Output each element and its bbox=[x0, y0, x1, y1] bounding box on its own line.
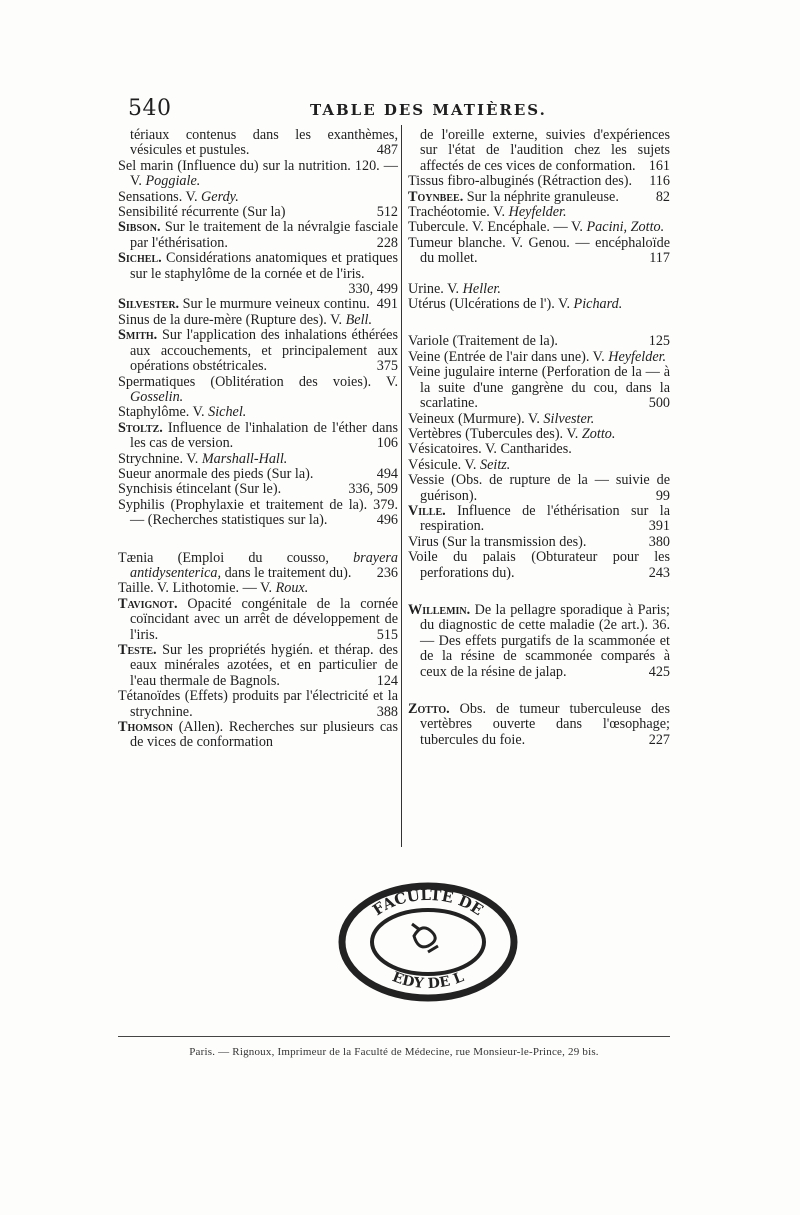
entry-text: Veineux (Murmure). V. bbox=[408, 410, 544, 427]
entry-text: Vessie (Obs. de rupture de la — suivie de guérison). bbox=[408, 472, 670, 504]
index-entry bbox=[118, 205, 398, 220]
entry-page-number: 161 bbox=[648, 157, 670, 174]
entry-author: Zotto. bbox=[408, 701, 450, 717]
index-column-right bbox=[408, 128, 670, 748]
entry-author: Thomson bbox=[118, 719, 174, 736]
entry-reference: Roux. bbox=[275, 580, 309, 597]
printer-imprint: Paris. — Rignoux, Imprimeur de la Faculté de Médecine, rue Monsieur-le-Prince, 29 bis. bbox=[189, 1046, 599, 1058]
index-entry bbox=[408, 282, 670, 297]
entry-author: Silvester. bbox=[118, 296, 180, 313]
index-entry bbox=[408, 442, 670, 457]
index-entry bbox=[118, 328, 398, 374]
entry-reference: Pacini, Zotto. bbox=[586, 219, 665, 236]
entry-text: Sel marin (Influence du) sur la nutrition. 120. — V. bbox=[118, 157, 398, 190]
index-entry bbox=[118, 597, 398, 643]
stamp-bottom-text: ÉDY DE L bbox=[389, 969, 467, 993]
entry-page-number: 99 bbox=[655, 487, 670, 504]
entry-author: Toynbee. bbox=[408, 188, 464, 205]
entry-page-number: 391 bbox=[648, 518, 670, 535]
entry-reference: Marshall-Hall. bbox=[201, 450, 288, 467]
entry-text: Sur l'application des inhalations éthérées aux accouchements, et principalement aux opérations obstétricales. bbox=[130, 327, 398, 375]
entry-page-number: 375 bbox=[376, 358, 398, 375]
entry-text: De la pellagre sporadique à Paris; du diagnostic de cette maladie (2e art.). 36.— Des effets purgatifs de la scammonée et de la résine de scammonée comparés à ceux de la résine de jalap. bbox=[420, 601, 670, 680]
entry-text: Synchisis étincelant (Sur le). bbox=[118, 481, 282, 498]
entry-page-number: 494 bbox=[376, 465, 398, 482]
entry-reference: Heller. bbox=[462, 280, 501, 297]
index-entry bbox=[408, 458, 670, 473]
entry-text: Veine (Entrée de l'air dans une). V. bbox=[408, 348, 609, 365]
entry-text: Spermatiques (Oblitération des voies). V. bbox=[118, 373, 398, 390]
stamp-inner-ring bbox=[372, 910, 484, 974]
entry-text: Sensibilité récurrente (Sur la) bbox=[118, 204, 286, 221]
index-entry bbox=[118, 375, 398, 406]
index-column-left bbox=[118, 128, 398, 751]
entry-author: Smith. bbox=[118, 327, 158, 344]
entry-page-number: 125 bbox=[648, 333, 670, 350]
entry-page-number: 388 bbox=[376, 703, 398, 720]
entry-text: Virus (Sur la transmission des). bbox=[408, 533, 587, 550]
entry-text: de l'oreille externe, suivies d'expériences sur l'état de l'audition chez les sujets affectés de ces vices de conformation. bbox=[420, 127, 670, 174]
index-entry bbox=[408, 427, 670, 442]
index-entry bbox=[118, 482, 398, 497]
index-entry bbox=[118, 498, 398, 529]
entry-text: Urine. V. bbox=[408, 280, 463, 297]
library-stamp bbox=[334, 880, 522, 1002]
index-entry bbox=[408, 205, 670, 220]
entry-text: Sinus de la dure-mère (Rupture des). V. bbox=[118, 311, 346, 328]
index-entry bbox=[408, 334, 670, 349]
entry-text: Variole (Traitement de la). bbox=[408, 333, 558, 350]
entry-reference: Zotto. bbox=[581, 425, 616, 442]
entry-text: Tænia (Emploi du cousso, bbox=[118, 549, 354, 566]
entry-reference: Seitz. bbox=[479, 456, 511, 473]
entry-text: Strychnine. V. bbox=[118, 450, 202, 467]
stamp-emblem-icon bbox=[412, 924, 438, 952]
entry-author: Ville. bbox=[408, 502, 446, 519]
entry-text: Staphylôme. V. bbox=[118, 404, 209, 421]
entry-page-number: 491 bbox=[376, 296, 398, 313]
entry-author: Sichel. bbox=[118, 250, 162, 267]
index-entry bbox=[408, 535, 670, 550]
index-entry bbox=[118, 220, 398, 251]
entry-text: Syphilis (Prophylaxie et traitement de la). 379. — (Recherches statistiques sur la). bbox=[118, 496, 398, 529]
index-entry bbox=[118, 297, 398, 312]
entry-page-number: 243 bbox=[648, 564, 670, 581]
entry-author: Sibson. bbox=[118, 219, 161, 236]
entry-page-number: 512 bbox=[376, 204, 398, 221]
entry-text: Vésicule. V. bbox=[408, 456, 480, 473]
index-entry bbox=[408, 190, 670, 205]
index-entry bbox=[408, 220, 670, 235]
index-entry bbox=[408, 603, 670, 680]
page-header bbox=[128, 96, 676, 122]
running-title: TABLE DES MATIÈRES. bbox=[310, 101, 547, 119]
entry-page-number: 487 bbox=[376, 142, 398, 159]
entry-page-number: 336, 509 bbox=[348, 481, 398, 498]
entry-reference: Bell. bbox=[345, 311, 373, 328]
entry-text: Sur les propriétés hygién. et thérap. des eaux minérales azotées, et en particulier de l'eau thermale de Bagnols. bbox=[130, 642, 398, 689]
entry-author: Tavignot. bbox=[118, 595, 178, 612]
index-entry bbox=[408, 174, 670, 189]
entry-reference: brayera antidysenterica, bbox=[130, 549, 398, 581]
entry-reference: Pichard. bbox=[573, 296, 623, 313]
entry-page-number: 228 bbox=[376, 234, 398, 251]
index-entry bbox=[118, 452, 398, 467]
entry-text: tériaux contenus dans les exanthèmes, vésicules et pustules. bbox=[130, 127, 398, 159]
entry-text: Sur la néphrite granuleuse. bbox=[463, 188, 619, 205]
entry-text: Sensations. V. bbox=[118, 188, 202, 205]
index-entry bbox=[118, 159, 398, 190]
index-entry bbox=[408, 550, 670, 581]
entry-author: Teste. bbox=[118, 642, 157, 658]
entry-page-number: 496 bbox=[376, 512, 398, 529]
entry-page-number: 124 bbox=[376, 672, 398, 689]
index-entry bbox=[118, 643, 398, 689]
index-entry bbox=[408, 504, 670, 535]
entry-text: Considérations anatomiques et pratiques sur le staphylôme de la cornée et de l'iris. bbox=[130, 250, 398, 282]
index-entry bbox=[118, 405, 398, 420]
entry-reference: Gerdy. bbox=[201, 188, 239, 205]
entry-page-number: 117 bbox=[649, 250, 670, 267]
index-entry bbox=[118, 251, 398, 297]
entry-text: Sur le traitement de la névralgie fasciale par l'éthérisation. bbox=[130, 219, 398, 251]
entry-text: Veine jugulaire interne (Perforation de la — à la suite d'une gangrène du cou, dans la scarlatine. bbox=[408, 364, 670, 412]
entry-author: Stoltz. bbox=[118, 419, 163, 436]
index-entry bbox=[118, 313, 398, 328]
entry-page-number: 227 bbox=[648, 731, 670, 748]
entry-page-number: 380 bbox=[648, 533, 670, 550]
entry-text-tail: dans le traitement du). bbox=[221, 564, 352, 581]
footer-rule bbox=[118, 1036, 670, 1037]
entry-text: Influence de l'inhalation de l'éther dans les cas de version. bbox=[130, 419, 398, 452]
column-divider bbox=[401, 125, 402, 847]
index-entry bbox=[118, 128, 398, 159]
entry-text: Tissus fibro-albuginés (Rétraction des). bbox=[408, 173, 633, 190]
entry-reference: Sichel. bbox=[208, 404, 247, 421]
stamp-top-text: FACULTÉ DE bbox=[369, 885, 487, 920]
entry-reference: Heyfelder. bbox=[508, 204, 567, 221]
index-entry bbox=[118, 581, 398, 596]
entry-text: Utérus (Ulcérations de l'). V. bbox=[408, 296, 574, 313]
index-entry bbox=[408, 473, 670, 504]
index-entry bbox=[118, 551, 398, 582]
index-entry bbox=[118, 190, 398, 205]
entry-page-number: 330, 499 bbox=[348, 281, 398, 298]
page-number: 540 bbox=[128, 96, 172, 121]
entry-text: Opacité congénitale de la cornée coïncidant avec un arrêt de développement de l'iris. bbox=[130, 595, 398, 643]
index-entry bbox=[408, 350, 670, 365]
entry-text: Obs. de tumeur tuberculeuse des vertèbres ouverte dans l'œsophage; tubercules du foie. bbox=[420, 701, 670, 748]
entry-text: Vésicatoires. V. Cantharides. bbox=[408, 441, 572, 458]
entry-text: Voile du palais (Obturateur pour les perforations du). bbox=[408, 549, 670, 581]
entry-text: Vertèbres (Tubercules des). V. bbox=[408, 425, 582, 442]
index-entry bbox=[408, 412, 670, 427]
entry-text: Tubercule. V. Encéphale. — V. bbox=[408, 219, 587, 236]
index-entry bbox=[408, 297, 670, 312]
entry-reference: Silvester. bbox=[543, 410, 595, 427]
entry-text: Sur le murmure veineux continu. bbox=[179, 296, 370, 313]
entry-text: Tumeur blanche. V. Genou. — encéphaloïde du mollet. bbox=[408, 234, 670, 267]
entry-text: Trachéotomie. V. bbox=[408, 204, 509, 221]
index-entry bbox=[408, 128, 670, 174]
entry-text: Influence de l'éthérisation sur la respiration. bbox=[420, 502, 670, 535]
entry-page-number: 425 bbox=[648, 663, 670, 680]
index-entry bbox=[408, 236, 670, 267]
index-entry bbox=[408, 702, 670, 748]
entry-reference: Poggiale. bbox=[145, 173, 201, 190]
entry-author: Willemin. bbox=[408, 601, 471, 618]
entry-page-number: 82 bbox=[655, 188, 670, 205]
index-entry bbox=[118, 689, 398, 720]
entry-text: Sueur anormale des pieds (Sur la). bbox=[118, 465, 314, 482]
index-entry bbox=[118, 421, 398, 452]
entry-text: Taille. V. Lithotomie. — V. bbox=[118, 580, 276, 597]
entry-reference: Heyfelder. bbox=[608, 348, 667, 365]
index-entry bbox=[118, 467, 398, 482]
entry-text: Tétanoïdes (Effets) produits par l'électricité et la strychnine. bbox=[118, 688, 398, 720]
entry-page-number: 116 bbox=[649, 173, 670, 190]
entry-page-number: 500 bbox=[648, 395, 670, 412]
entry-reference: Gosselin. bbox=[130, 388, 184, 405]
index-entry bbox=[118, 720, 398, 751]
entry-page-number: 515 bbox=[376, 626, 398, 643]
index-entry bbox=[408, 365, 670, 411]
entry-page-number: 106 bbox=[376, 435, 398, 452]
entry-page-number: 236 bbox=[376, 564, 398, 581]
entry-text: (Allen). Recherches sur plusieurs cas de vices de conformation bbox=[130, 719, 398, 751]
